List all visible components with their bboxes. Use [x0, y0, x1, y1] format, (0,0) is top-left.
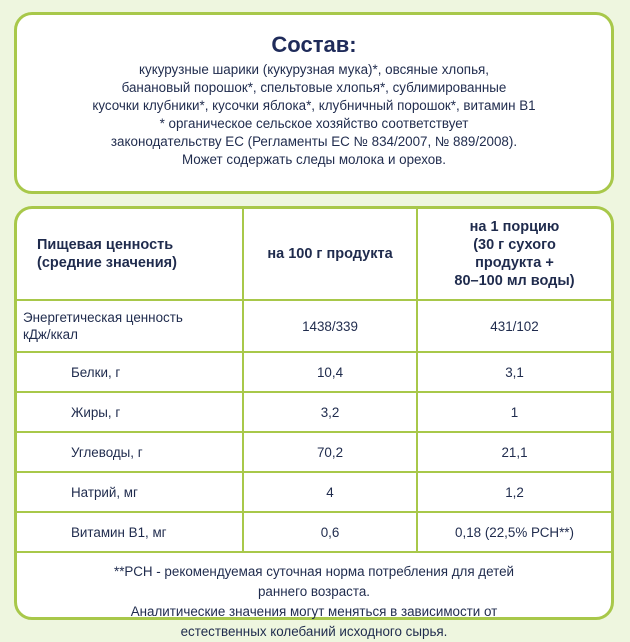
footnote-line: раннего возраста. — [257, 584, 371, 599]
nutrition-table — [17, 209, 611, 553]
table-row — [17, 352, 611, 392]
composition-panel — [14, 12, 614, 194]
row-name: Натрий, мг — [17, 472, 243, 512]
table-row — [17, 392, 611, 432]
ingredients-line: кусочки клубники*, кусочки яблока*, клубничный порошок*, витамин В1 — [92, 98, 536, 113]
value-per-100g: 10,4 — [243, 352, 417, 392]
value-per-100g: 0,6 — [243, 512, 417, 552]
composition-title: Состав: — [271, 32, 357, 57]
table-row — [17, 512, 611, 552]
footnote — [17, 553, 611, 642]
value-per-portion: 3,1 — [417, 352, 611, 392]
row-name: Белки, г — [17, 352, 243, 392]
nutrition-panel — [14, 206, 614, 639]
row-name: Энергетическая ценность кДж/ккал — [17, 300, 243, 352]
header-per-100g: на 100 г продукта — [243, 209, 417, 300]
table-row — [17, 300, 611, 352]
footnote-line: естественных колебаний исходного сырья. — [180, 624, 448, 639]
value-per-portion: 21,1 — [417, 432, 611, 472]
footnote-line: **РСН - рекомендуемая суточная норма потребления для детей — [113, 564, 515, 579]
value-per-portion: 1,2 — [417, 472, 611, 512]
value-per-portion: 0,18 (22,5% РСН**) — [417, 512, 611, 552]
ingredients-line: банановый порошок*, спельтовые хлопья*, сублимированные — [121, 80, 507, 95]
row-name: Жиры, г — [17, 392, 243, 432]
footnote-line: Аналитические значения могут меняться в зависимости от — [130, 604, 498, 619]
table-row — [17, 472, 611, 512]
nutrition-header-row — [17, 209, 611, 300]
header-per-portion: на 1 порцию (30 г сухого продукта + 80–100 мл воды) — [417, 209, 611, 300]
value-per-100g: 4 — [243, 472, 417, 512]
value-per-100g: 1438/339 — [243, 300, 417, 352]
table-row — [17, 432, 611, 472]
note-line: Может содержать следы молока и орехов. — [181, 152, 447, 167]
composition-ingredients — [17, 61, 611, 115]
value-per-100g: 70,2 — [243, 432, 417, 472]
composition-note — [17, 115, 611, 169]
value-per-portion: 431/102 — [417, 300, 611, 352]
note-line: законодательству ЕС (Регламенты ЕС № 834/2007, № 889/2008). — [110, 134, 518, 149]
value-per-100g: 3,2 — [243, 392, 417, 432]
header-nutrition-value: Пищевая ценность (средние значения) — [17, 209, 243, 300]
row-name: Углеводы, г — [17, 432, 243, 472]
ingredients-line: кукурузные шарики (кукурузная мука)*, овсяные хлопья, — [138, 62, 490, 77]
value-per-portion: 1 — [417, 392, 611, 432]
note-line: * органическое сельское хозяйство соответствует — [159, 116, 469, 131]
row-name: Витамин В1, мг — [17, 512, 243, 552]
